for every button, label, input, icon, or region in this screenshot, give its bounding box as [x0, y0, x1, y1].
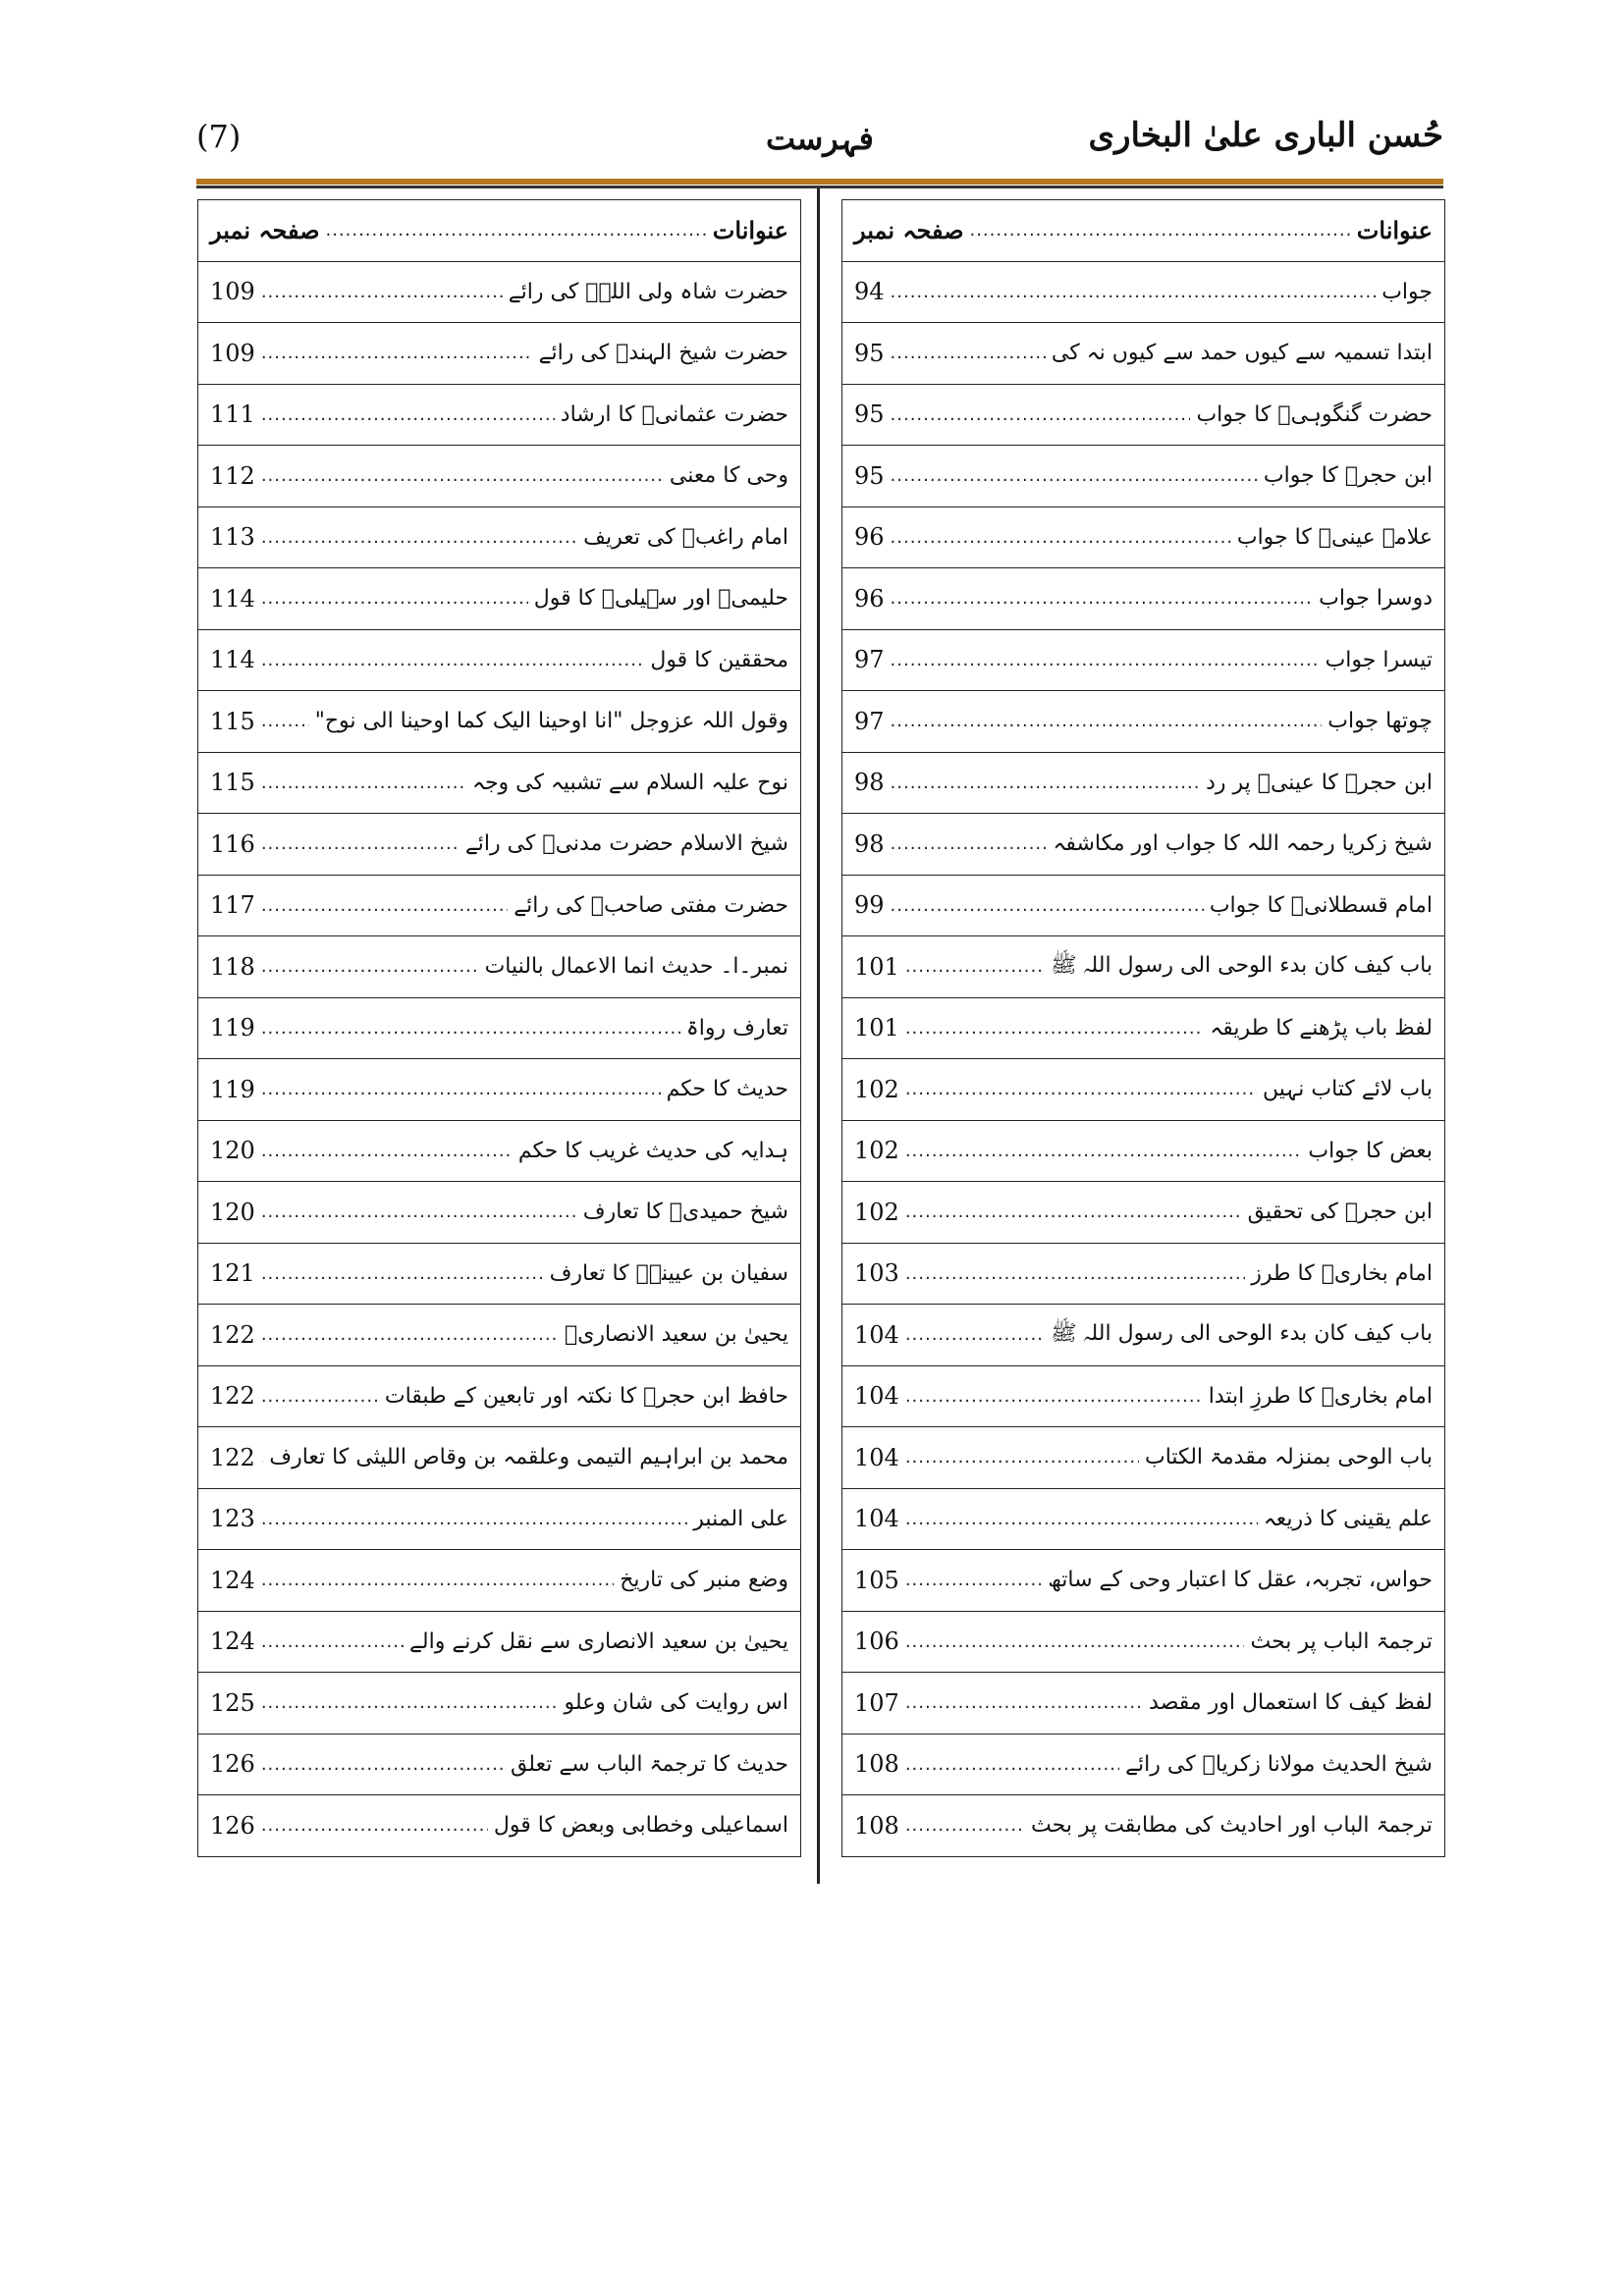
toc-entry-title: حافظ ابن حجرؒ کا نکتہ اور تابعین کے طبقات	[384, 1383, 788, 1409]
toc-entry-title: ابن حجرؒ کا جواب	[1263, 463, 1433, 489]
toc-entry-title: شیخ الاسلام حضرت مدنیؒ کی رائے	[464, 831, 788, 857]
leader-dots	[261, 1018, 680, 1039]
toc-entry-page: 114	[210, 646, 255, 674]
leader-dots	[905, 1018, 1205, 1039]
toc-entry-page: 97	[854, 707, 885, 735]
toc-entry-page: 123	[210, 1505, 255, 1533]
toc-entry-page: 95	[854, 400, 885, 429]
toc-entry-page: 115	[210, 707, 255, 735]
toc-entry	[198, 1121, 800, 1183]
toc-entry-page: 108	[854, 1750, 899, 1779]
leader-dots	[261, 1692, 559, 1713]
header-rule-dark	[196, 186, 1443, 188]
toc-entry-title: سفیان بن عیینہؒ کا تعارف	[549, 1260, 788, 1286]
toc-entry-page: 118	[210, 952, 255, 981]
toc-entry	[198, 262, 800, 324]
toc-entry	[842, 1612, 1444, 1674]
toc-entry-title: وضع منبر کی تاریخ	[620, 1568, 788, 1593]
toc-entry-title: ابن حجرؒ کی تحقیق	[1247, 1200, 1433, 1225]
toc-entry	[842, 507, 1444, 569]
toc-entry	[842, 323, 1444, 385]
toc-entry-page: 116	[210, 829, 255, 858]
column-header-title: عنوانات	[1356, 216, 1433, 245]
leader-dots	[261, 465, 664, 486]
toc-entry	[842, 876, 1444, 937]
leader-dots	[261, 1324, 559, 1345]
toc-entry-title: نوح علیہ السلام سے تشبیہ کی وجہ	[472, 770, 788, 795]
toc-entry-page: 104	[854, 1505, 899, 1533]
leader-dots	[891, 711, 1323, 731]
toc-entry	[842, 1673, 1444, 1735]
toc-entry-page: 126	[210, 1811, 255, 1840]
toc-entry	[198, 1673, 800, 1735]
toc-entry	[842, 568, 1444, 630]
toc-entry	[198, 1735, 800, 1796]
toc-entry-page: 106	[854, 1628, 899, 1656]
column-header-title: عنوانات	[712, 216, 788, 245]
toc-entry-page: 101	[854, 952, 899, 981]
toc-entry-title: چوتھا جواب	[1327, 709, 1433, 734]
leader-dots	[261, 1570, 614, 1590]
leader-dots	[261, 773, 466, 793]
toc-entry-title: علامہ عینیؒ کا جواب	[1236, 524, 1433, 550]
toc-entry-title: تیسرا جواب	[1325, 647, 1433, 672]
toc-entry	[198, 1366, 800, 1428]
leader-dots	[905, 1509, 1258, 1529]
leader-dots	[325, 220, 706, 240]
toc-entry-title: حواس، تجربہ، عقل کا اعتبار وحی کے ساتھ	[1048, 1568, 1433, 1593]
toc-entry	[198, 1612, 800, 1674]
toc-entry	[198, 1795, 800, 1857]
toc-entry-title: حضرت عثمانیؒ کا ارشاد	[560, 401, 788, 427]
toc-entry	[842, 753, 1444, 815]
toc-entry	[842, 1366, 1444, 1428]
toc-entry	[842, 1427, 1444, 1489]
toc-entry-page: 122	[210, 1443, 255, 1471]
leader-dots	[261, 282, 503, 302]
toc-entry-title: باب لائے کتاب نہیں	[1262, 1077, 1433, 1102]
toc-entry-title: امام بخاریؒ کا طرزِ ابتدا	[1208, 1383, 1433, 1409]
toc-entry	[198, 568, 800, 630]
leader-dots	[905, 1754, 1119, 1775]
toc-entry-title: وقول اللہ عزوجل "انا اوحینا الیک کما اوحینا الی نوح"	[314, 709, 788, 734]
toc-entry-page: 104	[854, 1443, 899, 1471]
toc-entry-title: باب الوحی بمنزلہ مقدمۃ الکتاب	[1145, 1445, 1433, 1470]
leader-dots	[905, 1079, 1257, 1099]
leader-dots	[891, 895, 1204, 916]
toc-entry-title: بعض کا جواب	[1308, 1138, 1433, 1163]
toc-entry-title: شیخ زکریا رحمہ اللہ کا جواب اور مکاشفہ	[1053, 831, 1433, 857]
toc-entry-page: 114	[210, 584, 255, 613]
toc-entry	[842, 1121, 1444, 1183]
toc-entry-title: اسماعیلی وخطابی وبعض کا قول	[493, 1813, 788, 1839]
leader-dots	[905, 1447, 1139, 1468]
column-header-page: صفحہ نمبر	[854, 216, 964, 245]
toc-entry-title: اس روایت کی شان وعلو	[564, 1690, 788, 1716]
leader-dots	[891, 343, 1046, 363]
toc-entry-title: امام قسطلانیؒ کا جواب	[1209, 892, 1433, 918]
toc-entry-title: محمد بن ابراہیم التیمی وعلقمہ بن وقاص اللیثی کا تعارف	[269, 1445, 788, 1470]
toc-entry-page: 109	[210, 278, 255, 306]
leader-dots	[891, 588, 1314, 609]
toc-entry-title: علم یقینی کا ذریعہ	[1263, 1506, 1433, 1531]
toc-entry-title: وحی کا معنی	[669, 463, 788, 489]
toc-entry-page: 119	[210, 1014, 255, 1042]
toc-entry-title: جواب	[1381, 279, 1433, 304]
toc-entry-page: 95	[854, 339, 885, 367]
page-header	[196, 116, 1443, 175]
leader-dots	[905, 1263, 1245, 1284]
toc-entry-page: 124	[210, 1566, 255, 1594]
toc-entry-page: 101	[854, 1014, 899, 1042]
toc-entry	[198, 446, 800, 507]
leader-dots	[891, 465, 1258, 486]
leader-dots	[261, 650, 645, 670]
toc-entry-page: 113	[210, 523, 255, 552]
toc-entry-page: 125	[210, 1688, 255, 1717]
toc-entry-title: حدیث کا ترجمۃ الباب سے تعلق	[510, 1751, 788, 1777]
leader-dots	[261, 1447, 263, 1468]
toc-entry-title: یحییٰ بن سعید الانصاریؒ	[565, 1322, 788, 1348]
book-title: حُسن الباری علیٰ البخاری	[1088, 116, 1443, 155]
leader-dots	[905, 1570, 1043, 1590]
toc-entry	[842, 998, 1444, 1060]
leader-dots	[905, 1815, 1025, 1836]
leader-dots	[905, 1324, 1045, 1345]
leader-dots	[891, 773, 1201, 793]
toc-entry-page: 108	[854, 1811, 899, 1840]
toc-entry-page: 115	[210, 769, 255, 797]
header-rule-gold	[196, 179, 1443, 185]
toc-entry-page: 120	[210, 1137, 255, 1165]
toc-entry-page: 104	[854, 1320, 899, 1349]
toc-entry-title: حضرت گنگوہیؒ کا جواب	[1196, 401, 1433, 427]
leader-dots	[261, 1386, 379, 1407]
toc-entry-title: حضرت شیخ الہندؒ کی رائے	[538, 341, 788, 366]
toc-entry	[842, 936, 1444, 998]
toc-entry-page: 120	[210, 1198, 255, 1226]
leader-dots	[261, 1079, 661, 1099]
toc-entry-page: 98	[854, 769, 885, 797]
toc-entry	[198, 1427, 800, 1489]
toc-entry-page: 122	[210, 1382, 255, 1411]
leader-dots	[261, 343, 533, 363]
toc-entry-page: 122	[210, 1320, 255, 1349]
toc-entry	[842, 1550, 1444, 1612]
toc-entry-page: 102	[854, 1198, 899, 1226]
toc-entry	[842, 385, 1444, 447]
toc-entry-title: یحییٰ بن سعید الانصاری سے نقل کرنے والے	[409, 1629, 788, 1654]
toc-entry-page: 105	[854, 1566, 899, 1594]
toc-entry-page: 117	[210, 891, 255, 920]
toc-entry	[198, 1182, 800, 1244]
toc-entry	[842, 1182, 1444, 1244]
leader-dots	[969, 220, 1350, 240]
toc-entry-title: امام بخاریؒ کا طرز	[1251, 1260, 1433, 1286]
leader-dots	[905, 1201, 1242, 1222]
toc-entry-title: باب کیف کان بدء الوحی الی رسول اللہ ﷺ	[1051, 952, 1433, 978]
toc-entry-page: 109	[210, 339, 255, 367]
toc-entry-page: 121	[210, 1259, 255, 1288]
toc-entry	[198, 814, 800, 876]
toc-entry-page: 98	[854, 829, 885, 858]
toc-entry-page: 104	[854, 1382, 899, 1411]
leader-dots	[261, 1631, 404, 1652]
toc-entry	[842, 1735, 1444, 1796]
toc-entry	[842, 1305, 1444, 1366]
toc-entry	[198, 691, 800, 753]
leader-dots	[905, 956, 1045, 977]
toc-entry	[842, 691, 1444, 753]
toc-entry	[198, 1059, 800, 1121]
toc-entry	[842, 1059, 1444, 1121]
toc-entry	[198, 1244, 800, 1306]
toc-entry	[198, 1550, 800, 1612]
toc-entry	[198, 385, 800, 447]
column-divider	[817, 188, 820, 1884]
toc-right-column	[841, 199, 1445, 1857]
leader-dots	[905, 1692, 1143, 1713]
leader-dots	[261, 1754, 505, 1775]
leader-dots	[891, 404, 1191, 425]
toc-entry-page: 126	[210, 1750, 255, 1779]
toc-entry-title: باب کیف کان بدء الوحی الی رسول اللہ ﷺ	[1051, 1320, 1433, 1346]
leader-dots	[261, 833, 460, 854]
toc-entry	[842, 446, 1444, 507]
toc-entry-page: 124	[210, 1628, 255, 1656]
toc-entry-title: حدیث کا حکم	[666, 1077, 788, 1102]
toc-entry-page: 97	[854, 646, 885, 674]
column-header-page: صفحہ نمبر	[210, 216, 320, 245]
toc-entry-title: ترجمۃ الباب اور احادیث کی مطابقت پر بحث	[1031, 1813, 1433, 1839]
toc-entry	[842, 814, 1444, 876]
page-number: (7)	[196, 118, 242, 155]
toc-entry	[842, 262, 1444, 324]
leader-dots	[261, 956, 479, 977]
toc-entry-title: حضرت شاہ ولی اللہؒ کی رائے	[508, 279, 788, 304]
toc-entry-page: 107	[854, 1688, 899, 1717]
toc-entry-page: 102	[854, 1075, 899, 1103]
leader-dots	[891, 527, 1231, 548]
leader-dots	[261, 1141, 513, 1161]
toc-entry	[198, 630, 800, 692]
column-header	[198, 200, 800, 262]
leader-dots	[905, 1141, 1303, 1161]
section-title: فہرست	[766, 120, 874, 157]
toc-entry-title: ابتدا تسمیہ سے کیوں حمد سے کیوں نہ کی	[1051, 341, 1433, 366]
leader-dots	[261, 1263, 544, 1284]
column-header	[842, 200, 1444, 262]
leader-dots	[261, 711, 309, 731]
toc-entry	[198, 323, 800, 385]
toc-entry	[198, 1489, 800, 1551]
leader-dots	[261, 404, 555, 425]
toc-entry-page: 103	[854, 1259, 899, 1288]
toc-entry-title: شیخ حمیدیؒ کا تعارف	[582, 1200, 788, 1225]
toc-entry-title: لفظ باب پڑھنے کا طریقہ	[1210, 1015, 1433, 1041]
toc-entry	[198, 1305, 800, 1366]
toc-entry-title: شیخ الحدیث مولانا زکریاؒ کی رائے	[1125, 1751, 1433, 1777]
toc-entry	[842, 1795, 1444, 1857]
toc-entry-title: نمبر۔ا۔ حدیث انما الاعمال بالنیات	[484, 954, 788, 980]
leader-dots	[261, 588, 528, 609]
toc-left-column	[197, 199, 801, 1857]
leader-dots	[261, 1201, 577, 1222]
toc-entry-title: تعارف رواۃ	[685, 1015, 788, 1041]
toc-entry-page: 112	[210, 461, 255, 490]
toc-entry-title: دوسرا جواب	[1319, 586, 1433, 612]
toc-entry-title: حضرت مفتی صاحبؒ کی رائے	[514, 892, 788, 918]
toc-entry	[842, 630, 1444, 692]
leader-dots	[261, 895, 508, 916]
leader-dots	[905, 1631, 1245, 1652]
toc-entry-title: امام راغبؒ کی تعریف	[583, 524, 788, 550]
toc-entry-page: 111	[210, 400, 255, 429]
toc-entry	[842, 1489, 1444, 1551]
leader-dots	[261, 1509, 687, 1529]
toc-entry-title: علی المنبر	[693, 1506, 788, 1531]
toc-entry-page: 94	[854, 278, 885, 306]
toc-entry-page: 102	[854, 1137, 899, 1165]
toc-entry	[842, 1244, 1444, 1306]
leader-dots	[891, 833, 1048, 854]
toc-entry-title: ترجمۃ الباب پر بحث	[1250, 1629, 1433, 1654]
leader-dots	[261, 1815, 488, 1836]
toc-entry-page: 119	[210, 1075, 255, 1103]
toc-entry-title: محققین کا قول	[650, 647, 788, 672]
toc-entry-page: 96	[854, 584, 885, 613]
toc-entry	[198, 876, 800, 937]
toc-entry	[198, 998, 800, 1060]
toc-entry-title: لفظ کیف کا استعمال اور مقصد	[1149, 1690, 1433, 1716]
toc-entry-page: 96	[854, 523, 885, 552]
toc-entry-title: ہدایہ کی حدیث غریب کا حکم	[517, 1138, 788, 1163]
toc-entry	[198, 753, 800, 815]
leader-dots	[905, 1386, 1203, 1407]
toc-entry-title: حلیمیؒ اور سہیلیؒ کا قول	[533, 586, 788, 612]
leader-dots	[261, 527, 577, 548]
toc-entry	[198, 936, 800, 998]
leader-dots	[891, 650, 1320, 670]
toc-entry-title: ابن حجرؒ کا عینیؒ پر رد	[1206, 770, 1433, 795]
leader-dots	[891, 282, 1377, 302]
toc-entry-page: 99	[854, 891, 885, 920]
toc-entry-page: 95	[854, 461, 885, 490]
toc-entry	[198, 507, 800, 569]
